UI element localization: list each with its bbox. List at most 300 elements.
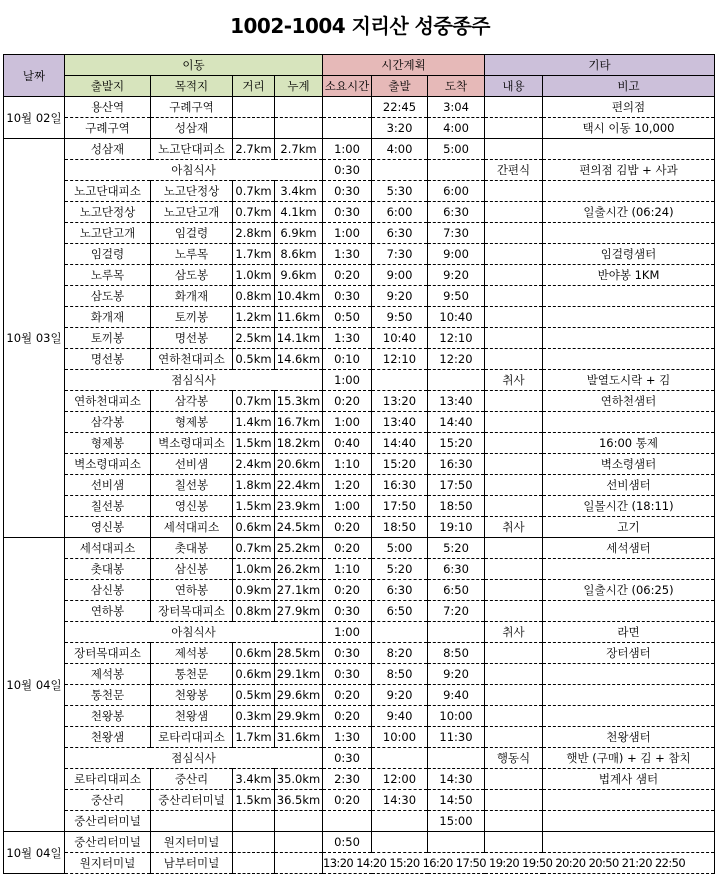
table-row <box>4 349 715 370</box>
header-time-plan: 시간계획 <box>323 55 485 76</box>
depart-cell: 12:10 <box>372 349 428 370</box>
duration-cell: 0:30 <box>323 643 372 664</box>
cumulative-cell: 6.9km <box>275 223 323 244</box>
arrive-cell <box>428 622 485 643</box>
content-cell <box>485 307 543 328</box>
table-row <box>4 706 715 727</box>
note-cell <box>543 307 715 328</box>
duration-cell: 0:40 <box>323 433 372 454</box>
arrive-cell: 4:00 <box>428 118 485 139</box>
table-row <box>4 790 715 811</box>
from-cell: 세석대피소 <box>65 538 151 559</box>
table-row <box>4 433 715 454</box>
to-cell: 칠선봉 <box>151 475 233 496</box>
header-duration: 소요시간 <box>323 76 372 97</box>
from-cell: 원지터미널 <box>65 853 151 874</box>
depart-cell: 22:45 <box>372 97 428 118</box>
cumulative-cell: 29.6km <box>275 685 323 706</box>
distance-cell: 0.7km <box>233 538 275 559</box>
to-cell: 구례구역 <box>151 97 233 118</box>
cumulative-cell <box>275 118 323 139</box>
duration-cell: 1:00 <box>323 139 372 160</box>
arrive-cell: 16:30 <box>428 454 485 475</box>
content-cell <box>485 475 543 496</box>
duration-cell: 0:30 <box>323 601 372 622</box>
cumulative-cell: 18.2km <box>275 433 323 454</box>
arrive-cell: 14:40 <box>428 412 485 433</box>
content-cell <box>485 328 543 349</box>
to-cell: 임걸령 <box>151 223 233 244</box>
table-row <box>4 181 715 202</box>
duration-cell: 1:00 <box>323 223 372 244</box>
cumulative-cell <box>275 853 323 874</box>
note-cell <box>543 412 715 433</box>
depart-cell <box>372 622 428 643</box>
duration-cell: 0:50 <box>323 307 372 328</box>
note-cell <box>543 223 715 244</box>
header-content: 내용 <box>485 76 543 97</box>
distance-cell <box>233 853 275 874</box>
to-cell: 삼신봉 <box>151 559 233 580</box>
distance-cell: 1.8km <box>233 475 275 496</box>
to-cell: 연하봉 <box>151 580 233 601</box>
content-cell <box>485 811 543 832</box>
note-cell <box>543 811 715 832</box>
duration-cell: 0:20 <box>323 706 372 727</box>
distance-cell: 1.7km <box>233 727 275 748</box>
arrive-cell: 5:20 <box>428 538 485 559</box>
from-cell: 천왕샘 <box>65 727 151 748</box>
depart-cell: 15:20 <box>372 454 428 475</box>
arrive-cell: 5:00 <box>428 139 485 160</box>
distance-cell: 0.5km <box>233 349 275 370</box>
arrive-cell: 9:00 <box>428 244 485 265</box>
depart-cell: 3:20 <box>372 118 428 139</box>
cumulative-cell: 14.1km <box>275 328 323 349</box>
content-cell <box>485 349 543 370</box>
content-cell: 취사 <box>485 517 543 538</box>
arrive-cell: 9:20 <box>428 265 485 286</box>
note-cell <box>543 685 715 706</box>
note-cell: 임걸령샘터 <box>543 244 715 265</box>
note-cell: 법계사 샘터 <box>543 769 715 790</box>
to-cell: 노루목 <box>151 244 233 265</box>
distance-cell: 2.4km <box>233 454 275 475</box>
to-cell: 천왕봉 <box>151 685 233 706</box>
depart-cell: 7:30 <box>372 244 428 265</box>
to-cell: 로타리대피소 <box>151 727 233 748</box>
table-row <box>4 391 715 412</box>
content-cell <box>485 433 543 454</box>
duration-cell: 0:30 <box>323 160 372 181</box>
cumulative-cell: 9.6km <box>275 265 323 286</box>
table-row <box>4 559 715 580</box>
note-cell <box>543 328 715 349</box>
depart-cell: 16:30 <box>372 475 428 496</box>
arrive-cell: 6:30 <box>428 202 485 223</box>
date-cell: 10월 03일 <box>4 139 65 538</box>
cumulative-cell: 27.9km <box>275 601 323 622</box>
depart-cell: 12:00 <box>372 769 428 790</box>
note-cell: 발열도시락 + 김 <box>543 370 715 391</box>
distance-cell: 0.7km <box>233 181 275 202</box>
content-cell <box>485 769 543 790</box>
note-cell <box>543 559 715 580</box>
content-cell <box>485 580 543 601</box>
depart-cell: 9:20 <box>372 286 428 307</box>
duration-cell: 1:00 <box>323 412 372 433</box>
from-cell: 중산리터미널 <box>65 832 151 853</box>
cumulative-cell: 11.6km <box>275 307 323 328</box>
from-cell: 노고단고개 <box>65 223 151 244</box>
arrive-cell: 13:40 <box>428 391 485 412</box>
content-cell <box>485 223 543 244</box>
cumulative-cell: 31.6km <box>275 727 323 748</box>
duration-cell: 0:30 <box>323 181 372 202</box>
note-cell: 선비샘터 <box>543 475 715 496</box>
to-cell: 노고단고개 <box>151 202 233 223</box>
note-cell <box>543 601 715 622</box>
duration-cell: 0:30 <box>323 202 372 223</box>
note-cell: 16:00 통제 <box>543 433 715 454</box>
arrive-cell: 10:40 <box>428 307 485 328</box>
cumulative-cell: 22.4km <box>275 475 323 496</box>
note-cell <box>543 181 715 202</box>
header-date: 날짜 <box>4 55 65 97</box>
distance-cell: 2.5km <box>233 328 275 349</box>
content-cell <box>485 643 543 664</box>
duration-cell: 0:20 <box>323 538 372 559</box>
from-cell: 노고단대피소 <box>65 181 151 202</box>
content-cell <box>485 664 543 685</box>
arrive-cell: 6:30 <box>428 559 485 580</box>
from-cell: 천왕봉 <box>65 706 151 727</box>
content-cell <box>485 706 543 727</box>
to-cell: 제석봉 <box>151 643 233 664</box>
content-cell: 취사 <box>485 370 543 391</box>
cumulative-cell: 14.6km <box>275 349 323 370</box>
note-cell <box>543 832 715 853</box>
depart-cell: 5:20 <box>372 559 428 580</box>
distance-cell: 1.5km <box>233 433 275 454</box>
distance-cell: 0.7km <box>233 391 275 412</box>
from-cell: 제석봉 <box>65 664 151 685</box>
note-cell: 일몰시간 (18:11) <box>543 496 715 517</box>
table-row <box>4 139 715 160</box>
duration-cell: 0:30 <box>323 286 372 307</box>
distance-cell: 0.5km <box>233 685 275 706</box>
arrive-cell: 18:50 <box>428 496 485 517</box>
table-row <box>4 496 715 517</box>
header-etc: 기타 <box>485 55 715 76</box>
content-cell <box>485 685 543 706</box>
distance-cell: 0.8km <box>233 286 275 307</box>
table-row <box>4 769 715 790</box>
header-arrive: 도착 <box>428 76 485 97</box>
depart-cell <box>372 160 428 181</box>
table-row <box>4 580 715 601</box>
duration-cell: 1:10 <box>323 559 372 580</box>
header-move: 이동 <box>65 55 323 76</box>
from-cell: 노루목 <box>65 265 151 286</box>
depart-cell: 9:20 <box>372 685 428 706</box>
note-cell: 햇반 (구매) + 김 + 참치 <box>543 748 715 769</box>
table-row <box>4 685 715 706</box>
note-cell: 장터샘터 <box>543 643 715 664</box>
cumulative-cell: 20.6km <box>275 454 323 475</box>
from-cell: 중산리 <box>65 790 151 811</box>
arrive-cell: 9:20 <box>428 664 485 685</box>
table-row <box>4 202 715 223</box>
note-cell: 세석샘터 <box>543 538 715 559</box>
distance-cell: 2.7km <box>233 139 275 160</box>
depart-cell: 8:50 <box>372 664 428 685</box>
distance-cell <box>233 118 275 139</box>
from-cell: 성삼재 <box>65 139 151 160</box>
table-row <box>4 517 715 538</box>
from-cell: 로타리대피소 <box>65 769 151 790</box>
duration-cell: 1:30 <box>323 244 372 265</box>
table-row <box>4 748 715 769</box>
arrive-cell: 8:50 <box>428 643 485 664</box>
duration-cell: 0:30 <box>323 748 372 769</box>
note-cell <box>543 664 715 685</box>
depart-cell: 9:00 <box>372 265 428 286</box>
cumulative-cell: 36.5km <box>275 790 323 811</box>
cumulative-cell: 28.5km <box>275 643 323 664</box>
depart-cell: 8:20 <box>372 643 428 664</box>
from-cell: 토끼봉 <box>65 328 151 349</box>
content-cell <box>485 265 543 286</box>
content-cell <box>485 118 543 139</box>
note-cell: 고기 <box>543 517 715 538</box>
distance-cell: 1.0km <box>233 265 275 286</box>
to-cell: 연하천대피소 <box>151 349 233 370</box>
arrive-cell: 14:30 <box>428 769 485 790</box>
duration-cell: 0:50 <box>323 832 372 853</box>
depart-cell: 14:30 <box>372 790 428 811</box>
distance-cell: 1.0km <box>233 559 275 580</box>
from-cell: 임걸령 <box>65 244 151 265</box>
to-cell: 천왕샘 <box>151 706 233 727</box>
distance-cell: 0.8km <box>233 601 275 622</box>
duration-cell <box>323 811 372 832</box>
table-row <box>4 538 715 559</box>
note-cell <box>543 139 715 160</box>
note-cell: 천왕샘터 <box>543 727 715 748</box>
depart-cell: 10:40 <box>372 328 428 349</box>
cumulative-cell: 2.7km <box>275 139 323 160</box>
cumulative-cell: 24.5km <box>275 517 323 538</box>
from-cell: 장터목대피소 <box>65 643 151 664</box>
arrive-cell: 9:40 <box>428 685 485 706</box>
content-cell <box>485 559 543 580</box>
distance-cell <box>233 97 275 118</box>
arrive-cell: 3:04 <box>428 97 485 118</box>
header-to: 목적지 <box>151 76 233 97</box>
table-row <box>4 412 715 433</box>
distance-cell: 1.5km <box>233 496 275 517</box>
note-cell <box>543 706 715 727</box>
note-cell: 라면 <box>543 622 715 643</box>
table-row <box>4 664 715 685</box>
distance-cell: 1.5km <box>233 790 275 811</box>
content-cell <box>485 790 543 811</box>
from-cell: 칠선봉 <box>65 496 151 517</box>
arrive-cell <box>428 370 485 391</box>
duration-cell: 0:10 <box>323 349 372 370</box>
arrive-cell: 7:20 <box>428 601 485 622</box>
table-row <box>4 727 715 748</box>
note-cell: 택시 이동 10,000 <box>543 118 715 139</box>
duration-cell: 0:20 <box>323 685 372 706</box>
header-cumulative: 누계 <box>275 76 323 97</box>
header-from: 출발지 <box>65 76 151 97</box>
duration-cell: 2:30 <box>323 769 372 790</box>
to-cell: 화개재 <box>151 286 233 307</box>
arrive-cell: 14:50 <box>428 790 485 811</box>
distance-cell: 2.8km <box>233 223 275 244</box>
cumulative-cell <box>275 832 323 853</box>
distance-cell: 3.4km <box>233 769 275 790</box>
depart-cell: 18:50 <box>372 517 428 538</box>
duration-cell: 0:20 <box>323 790 372 811</box>
schedule-table <box>3 54 715 874</box>
duration-cell: 1:30 <box>323 328 372 349</box>
depart-cell: 13:40 <box>372 412 428 433</box>
note-cell <box>543 286 715 307</box>
to-cell: 명선봉 <box>151 328 233 349</box>
note-cell: 일출시간 (06:24) <box>543 202 715 223</box>
meal-cell: 점심식사 <box>65 370 323 391</box>
depart-cell: 4:00 <box>372 139 428 160</box>
arrive-cell: 6:50 <box>428 580 485 601</box>
to-cell: 중산리 <box>151 769 233 790</box>
cumulative-cell: 29.9km <box>275 706 323 727</box>
arrive-cell: 11:30 <box>428 727 485 748</box>
table-row <box>4 643 715 664</box>
from-cell: 통천문 <box>65 685 151 706</box>
content-cell: 행동식 <box>485 748 543 769</box>
cumulative-cell <box>275 97 323 118</box>
arrive-cell: 12:20 <box>428 349 485 370</box>
depart-cell <box>372 811 428 832</box>
distance-cell: 0.9km <box>233 580 275 601</box>
duration-cell: 1:00 <box>323 496 372 517</box>
distance-cell <box>233 811 275 832</box>
from-cell: 벽소령대피소 <box>65 454 151 475</box>
table-row <box>4 601 715 622</box>
note-cell <box>543 349 715 370</box>
arrive-cell <box>428 748 485 769</box>
from-cell: 선비샘 <box>65 475 151 496</box>
to-cell: 통천문 <box>151 664 233 685</box>
content-cell: 간편식 <box>485 160 543 181</box>
arrive-cell: 10:00 <box>428 706 485 727</box>
depart-cell <box>372 832 428 853</box>
depart-cell: 6:00 <box>372 202 428 223</box>
cumulative-cell: 8.6km <box>275 244 323 265</box>
cumulative-cell: 26.2km <box>275 559 323 580</box>
table-row <box>4 811 715 832</box>
content-cell <box>485 286 543 307</box>
arrive-cell: 15:00 <box>428 811 485 832</box>
to-cell: 세석대피소 <box>151 517 233 538</box>
cumulative-cell: 3.4km <box>275 181 323 202</box>
from-cell: 촛대봉 <box>65 559 151 580</box>
depart-cell: 9:50 <box>372 307 428 328</box>
distance-cell: 1.7km <box>233 244 275 265</box>
meal-cell: 점심식사 <box>65 748 323 769</box>
note-cell: 연하천샘터 <box>543 391 715 412</box>
to-cell: 촛대봉 <box>151 538 233 559</box>
duration-cell: 1:00 <box>323 370 372 391</box>
table-row <box>4 118 715 139</box>
from-cell: 노고단정상 <box>65 202 151 223</box>
cumulative-cell: 25.2km <box>275 538 323 559</box>
from-cell: 삼도봉 <box>65 286 151 307</box>
table-row <box>4 307 715 328</box>
arrive-cell <box>428 832 485 853</box>
depart-cell: 6:50 <box>372 601 428 622</box>
to-cell: 노고단정상 <box>151 181 233 202</box>
header-distance: 거리 <box>233 76 275 97</box>
note-cell: 벽소령샘터 <box>543 454 715 475</box>
content-cell <box>485 139 543 160</box>
note-cell: 편의점 김밥 + 사과 <box>543 160 715 181</box>
cumulative-cell: 10.4km <box>275 286 323 307</box>
depart-cell: 14:40 <box>372 433 428 454</box>
content-cell <box>485 97 543 118</box>
to-cell: 벽소령대피소 <box>151 433 233 454</box>
note-cell: 반야봉 1KM <box>543 265 715 286</box>
to-cell: 원지터미널 <box>151 832 233 853</box>
arrive-cell <box>428 160 485 181</box>
note-cell: 일출시간 (06:25) <box>543 580 715 601</box>
meal-cell: 아침식사 <box>65 160 323 181</box>
table-row <box>4 286 715 307</box>
duration-cell: 1:00 <box>323 622 372 643</box>
table-row <box>4 223 715 244</box>
content-cell <box>485 538 543 559</box>
table-row <box>4 622 715 643</box>
arrive-cell: 19:10 <box>428 517 485 538</box>
arrive-cell: 15:20 <box>428 433 485 454</box>
from-cell: 삼각봉 <box>65 412 151 433</box>
to-cell: 삼도봉 <box>151 265 233 286</box>
table-row <box>4 853 715 874</box>
duration-cell <box>323 97 372 118</box>
content-cell <box>485 454 543 475</box>
table-row <box>4 265 715 286</box>
cumulative-cell: 27.1km <box>275 580 323 601</box>
cumulative-cell: 16.7km <box>275 412 323 433</box>
from-cell: 명선봉 <box>65 349 151 370</box>
depart-cell: 13:20 <box>372 391 428 412</box>
from-cell: 용산역 <box>65 97 151 118</box>
to-cell: 삼각봉 <box>151 391 233 412</box>
depart-cell <box>372 748 428 769</box>
distance-cell <box>233 832 275 853</box>
header-depart: 출발 <box>372 76 428 97</box>
to-cell: 장터목대피소 <box>151 601 233 622</box>
to-cell: 노고단대피소 <box>151 139 233 160</box>
depart-cell <box>372 370 428 391</box>
from-cell: 영신봉 <box>65 517 151 538</box>
content-cell <box>485 391 543 412</box>
content-cell <box>485 181 543 202</box>
to-cell: 선비샘 <box>151 454 233 475</box>
